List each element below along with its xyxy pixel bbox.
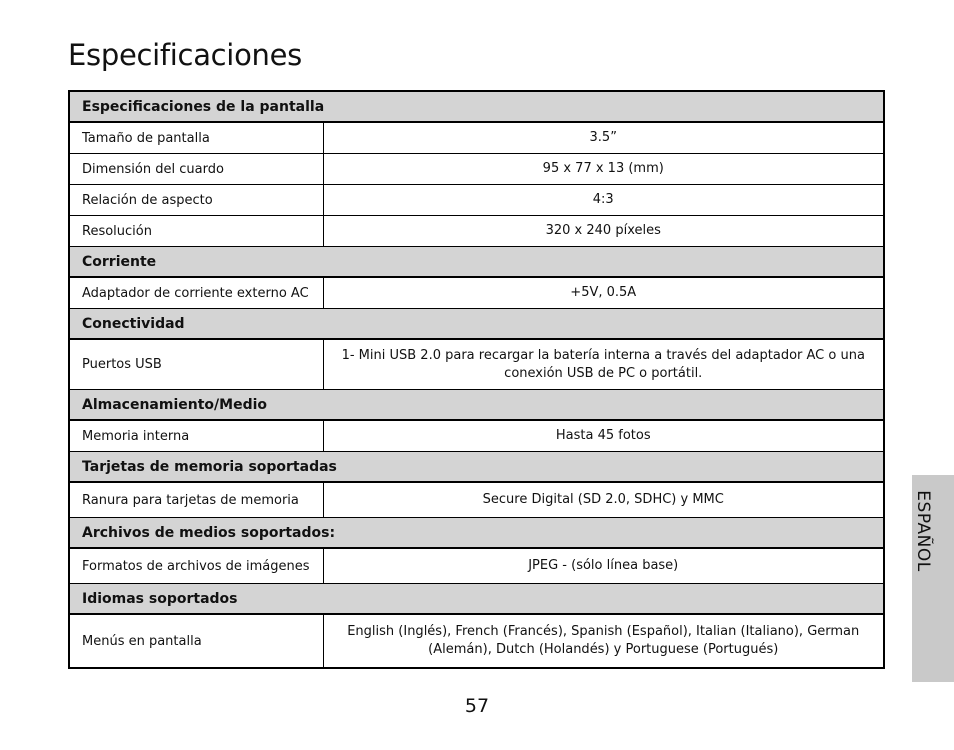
spec-value: 1- Mini USB 2.0 para recargar la batería interna a través del adaptador AC o una conexión USB de PC o portátil.	[323, 339, 884, 390]
section-heading: Corriente	[69, 247, 884, 278]
section-header-languages	[69, 584, 884, 615]
section-header-connectivity	[69, 309, 884, 340]
language-tab-label: ESPAÑOL	[913, 490, 933, 572]
section-header-power	[69, 247, 884, 278]
spec-label: Dimensión del cuardo	[69, 154, 323, 185]
spec-label: Resolución	[69, 216, 323, 247]
section-heading: Idiomas soportados	[69, 584, 884, 615]
spec-label: Puertos USB	[69, 339, 323, 390]
spec-value: Secure Digital (SD 2.0, SDHC) y MMC	[323, 482, 884, 518]
section-header-memory-cards	[69, 452, 884, 483]
table-row	[69, 614, 884, 668]
section-header-storage	[69, 390, 884, 421]
spec-label: Formatos de archivos de imágenes	[69, 548, 323, 584]
section-heading: Tarjetas de memoria soportadas	[69, 452, 884, 483]
language-side-tab	[912, 475, 954, 682]
spec-label: Tamaño de pantalla	[69, 122, 323, 154]
spec-value: JPEG - (sólo línea base)	[323, 548, 884, 584]
section-heading: Archivos de medios soportados:	[69, 518, 884, 549]
spec-value: 4:3	[323, 185, 884, 216]
spec-label: Menús en pantalla	[69, 614, 323, 668]
spec-label: Relación de aspecto	[69, 185, 323, 216]
table-row	[69, 154, 884, 185]
spec-value: Hasta 45 fotos	[323, 420, 884, 452]
spec-value: +5V, 0.5A	[323, 277, 884, 309]
table-row	[69, 277, 884, 309]
section-heading: Especificaciones de la pantalla	[69, 91, 884, 122]
section-heading: Almacenamiento/Medio	[69, 390, 884, 421]
page-number: 57	[464, 695, 490, 717]
table-row	[69, 548, 884, 584]
table-row	[69, 482, 884, 518]
table-row	[69, 216, 884, 247]
spec-value: 95 x 77 x 13 (mm)	[323, 154, 884, 185]
page-title: Especificaciones	[68, 38, 302, 72]
specifications-table	[68, 90, 885, 669]
section-header-display	[69, 91, 884, 122]
section-header-media-files	[69, 518, 884, 549]
spec-label: Ranura para tarjetas de memoria	[69, 482, 323, 518]
table-row	[69, 122, 884, 154]
section-heading: Conectividad	[69, 309, 884, 340]
spec-value: 3.5”	[323, 122, 884, 154]
spec-label: Adaptador de corriente externo AC	[69, 277, 323, 309]
spec-value: English (Inglés), French (Francés), Spanish (Español), Italian (Italiano), German (Alemán), Dutch (Holandés) y Portuguese (Portugués)	[323, 614, 884, 668]
table-row	[69, 420, 884, 452]
table-row	[69, 339, 884, 390]
table-row	[69, 185, 884, 216]
spec-value: 320 x 240 píxeles	[323, 216, 884, 247]
spec-label: Memoria interna	[69, 420, 323, 452]
